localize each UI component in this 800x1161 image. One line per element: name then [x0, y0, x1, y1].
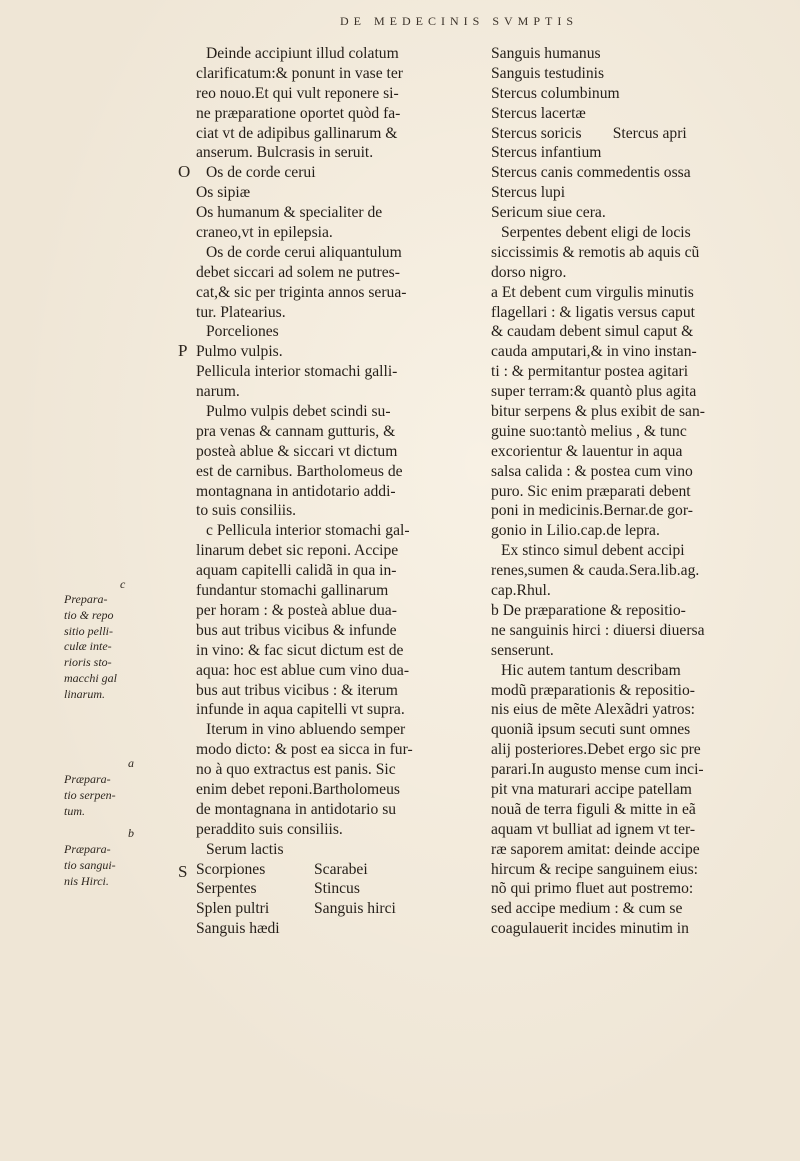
text-line: est de carnibus. Bartholomeus de [196, 462, 403, 480]
list-item: Scorpiones [196, 860, 266, 878]
text-line: Pulmo vulpis. [196, 343, 283, 361]
section-letter-p: P [178, 341, 188, 360]
margin-note-line: Prepara- [64, 592, 108, 606]
text-line: bitur serpens & plus exibit de san- [491, 403, 705, 421]
text-line: b De præparatione & repositio- [491, 601, 686, 619]
text-line: aquam capitelli calidã in qua in- [196, 562, 397, 580]
text-line: in vino: & fac sicut dictum est de [196, 641, 404, 659]
text-line: Stercus canis commedentis ossa [491, 164, 691, 182]
text-line: cap.Rhul. [491, 582, 551, 600]
text-line: enim debet reponi.Bartholomeus [196, 780, 400, 798]
text-line: super terram:& quantò plus agita [491, 383, 697, 401]
text-line: a Et debent cum virgulis minutis [491, 283, 694, 301]
margin-note-line: sitio pelli- [64, 623, 113, 638]
text-line: posteà ablue & siccari vt dictum [196, 442, 398, 460]
margin-note-line: linarum. [64, 686, 106, 701]
margin-note [64, 772, 116, 819]
margin-note-key: a [128, 756, 134, 770]
margin-note [64, 592, 117, 703]
margin-note-line: tio sangui- [64, 857, 116, 872]
text-line: linarum debet sic reponi. Accipe [196, 542, 399, 560]
margin-note-key: c [120, 577, 126, 591]
text-line: Sericum siue cera. [491, 204, 606, 222]
text-line: ti : & permitantur postea agitari [491, 363, 689, 381]
text-line: Ex stinco simul debent accipi [501, 542, 685, 560]
text-line: pra venas & cannam gutturis, & [196, 422, 396, 440]
margin-note-line: tio serpen- [64, 787, 116, 802]
list-item: Sanguis hædi [196, 920, 280, 938]
margin-note-key: b [128, 826, 134, 840]
text-line: cauda amputari,& in vino instan- [491, 343, 697, 361]
list-item: Scarabei [314, 860, 368, 878]
text-line: hircum & recipe sanguinem eius: [491, 860, 698, 878]
text-line: siccissimis & remotis ab aquis cũ [491, 243, 700, 261]
margin-note [64, 842, 116, 889]
text-line: Stercus infantium [491, 144, 602, 162]
text-line: infunde in aqua capitelli vt supra. [196, 701, 405, 719]
text-line: tur. Platearius. [196, 303, 286, 321]
text-line: Stercus lacertæ [491, 104, 586, 122]
text-line: flagellari : & ligatis versus caput [491, 303, 695, 321]
list-item: Serpentes [196, 880, 257, 898]
text-line: Os humanum & specialiter de [196, 204, 383, 222]
text-line: cat,& sic per triginta annos serua- [196, 283, 407, 301]
text-line: Stercus lupi [491, 184, 566, 202]
list-row [196, 919, 480, 939]
text-line: per horam : & posteà ablue dua- [196, 601, 397, 619]
text-line: coagulauerit incides minutim in [491, 920, 689, 938]
text-line: de montagnana in antidotario su [196, 800, 397, 818]
text-line: fundantur stomachi gallinarum [196, 582, 389, 600]
text-line: Stercus columbinum [491, 84, 620, 102]
margin-note-line: Præpara- [64, 772, 111, 786]
text-line: Pulmo vulpis debet scindi su- [206, 403, 391, 421]
list-item: Splen pultri [196, 900, 270, 918]
text-line: Os de corde cerui aliquantulum [206, 243, 402, 261]
text-line: aquam vt bulliat ad ignem vt ter- [491, 820, 696, 838]
text-line: anserum. Bulcrasis in seruit. [196, 144, 374, 162]
text-line: Pellicula interior stomachi galli- [196, 363, 398, 381]
text-line: debet siccari ad solem ne putres- [196, 263, 400, 281]
text-line: Os sipiæ [196, 184, 251, 202]
text-line: pit vna maturari accipe patellam [491, 780, 692, 798]
text-line: c Pellicula interior stomachi gal- [206, 522, 410, 540]
margin-note-line: tio & repo [64, 607, 114, 622]
margin-note-line: rioris sto- [64, 655, 112, 670]
text-line: Serum lactis [206, 840, 284, 858]
list-row [196, 879, 480, 899]
text-line: Sanguis humanus [491, 45, 601, 62]
text-line: to suis consiliis. [196, 502, 297, 520]
text-line: reo nouo.Et qui vult reponere si- [196, 84, 399, 102]
left-column [196, 44, 480, 939]
margin-note-line: tum. [64, 803, 85, 818]
margin-note-line: culæ inte- [64, 639, 112, 654]
text-line: Sanguis testudinis [491, 64, 605, 82]
right-column [491, 44, 779, 939]
text-line: modo dicto: & post ea sicca in fur- [196, 741, 413, 759]
text-line: peraddito suis consiliis. [196, 820, 343, 838]
text-line: puro. Sic enim præparati debent [491, 482, 691, 500]
margin-note-line: nis Hirci. [64, 873, 109, 888]
text-line: Hic autem tantum describam [501, 661, 681, 679]
margin-note-line: macchi gal [64, 670, 117, 685]
text-line: alij posteriores.Debet ergo sic pre [491, 741, 701, 759]
text-line: ciat vt de adipibus gallinarum & [196, 124, 398, 142]
text-line: aqua: hoc est ablue cum vino dua- [196, 661, 410, 679]
list-item: Sanguis hirci [314, 900, 396, 918]
text-line: Deinde accipiunt illud colatum [206, 45, 399, 62]
text-line: poni in medicinis.Bernar.de gor- [491, 502, 693, 520]
text-line: & caudam debent simul caput & [491, 323, 694, 341]
text-line: Iterum in vino abluendo semper [206, 721, 406, 739]
text-line: Stercus soricis Stercus apri [491, 124, 687, 142]
section-letter-s: S [178, 862, 188, 881]
text-line: Serpentes debent eligi de locis [501, 224, 691, 242]
text-line: senserunt. [491, 641, 554, 659]
text-line: quoniã ipsum secuti sunt omnes [491, 721, 691, 739]
list-row [196, 899, 480, 919]
text-line: gonio in Lilio.cap.de lepra. [491, 522, 660, 540]
text-line: ne sanguinis hirci : diuersi diuersa [491, 621, 705, 639]
running-head: DE MEDECINIS SVMPTIS [340, 14, 579, 28]
text-line: guine suo:tantò melius , & tunc [491, 422, 687, 440]
text-line: Os de corde cerui [206, 164, 316, 182]
text-line: ræ saporem amitat: deinde accipe [491, 840, 700, 858]
text-line: narum. [196, 383, 240, 401]
section-letter-o: O [178, 162, 191, 181]
text-line: nouã de terra figuli & mitte in eã [491, 800, 696, 818]
text-line: Porceliones [206, 323, 279, 341]
text-line: bus aut tribus vicibus : & iterum [196, 681, 398, 699]
text-line: dorso nigro. [491, 263, 567, 281]
text-line: ne præparatione oportet quòd fa- [196, 104, 401, 122]
text-line: sed accipe medium : & cum se [491, 900, 683, 918]
text-line: modũ præparationis & repositio- [491, 681, 695, 699]
text-line: clarificatum:& ponunt in vase ter [196, 64, 403, 82]
text-line: salsa calida : & postea cum vino [491, 462, 693, 480]
text-line: no à quo extractus est panis. Sic [196, 761, 396, 779]
text-line: craneo,vt in epilepsia. [196, 224, 333, 242]
text-line: excorientur & lauentur in aqua [491, 442, 683, 460]
text-line: nis eius de mẽte Alexãdri yatros: [491, 701, 695, 719]
text-line: parari.In augusto mense cum inci- [491, 761, 704, 779]
margin-note-line: Præpara- [64, 842, 111, 856]
list-item: Stincus [314, 880, 360, 898]
text-line: renes,sumen & cauda.Sera.lib.ag. [491, 562, 700, 580]
text-line: nõ qui primo fluet aut postremo: [491, 880, 694, 898]
text-line: bus aut tribus vicibus & infunde [196, 621, 397, 639]
list-row [196, 860, 480, 880]
text-line: montagnana in antidotario addi- [196, 482, 396, 500]
